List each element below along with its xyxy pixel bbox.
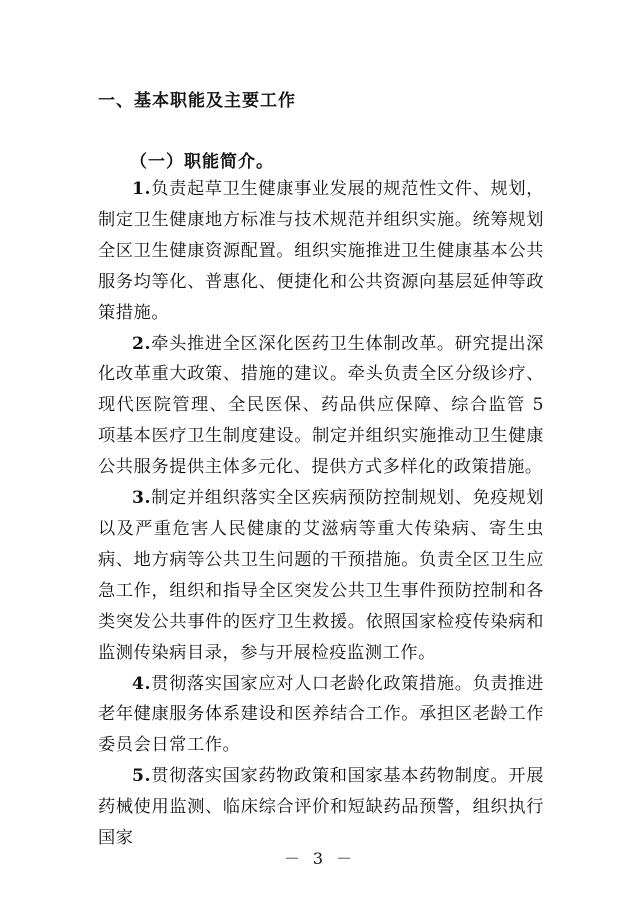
item-number: 3. xyxy=(132,488,152,509)
paragraph-text: 制定并组织落实全区疾病预防控制规划、免疫规划以及严重危害人民健康的艾滋病等重大传染病、寄生虫病、地方病等公共卫生问题的干预措施。负责全区卫生应急工作，组织和指导全区突发公共卫生事件预防控制和各类突发公共事件的医疗卫生救援。依照国家检疫传染病和监测传染病目录，参与开展检疫监测工作。 xyxy=(98,488,544,663)
subsection-heading: （一）职能简介。 xyxy=(130,152,274,172)
item-number: 2. xyxy=(132,333,152,354)
item-number: 5. xyxy=(132,766,152,787)
section-heading: 一、基本职能及主要工作 xyxy=(98,91,296,111)
paragraph-4 xyxy=(98,669,544,762)
paragraph-text: 负责起草卫生健康事业发展的规范性文件、规划，制定卫生健康地方标准与技术规范并组织实施。统筹规划全区卫生健康资源配置。组织实施推进卫生健康基本公共服务均等化、普惠化、便捷化和公共资源向基层延伸等政策措施。 xyxy=(98,179,544,323)
paragraph-3 xyxy=(98,483,544,668)
paragraph-text: 贯彻落实国家药物政策和国家基本药物制度。开展药械使用监测、临床综合评价和短缺药品预警，组织执行国家 xyxy=(98,766,544,849)
page-number: － 3 － xyxy=(283,849,357,868)
paragraph-5 xyxy=(98,761,544,854)
paragraph-text: 牵头推进全区深化医药卫生体制改革。研究提出深化改革重大政策、措施的建议。牵头负责全区分级诊疗、现代医院管理、全民医保、药品供应保障、综合监管 5 项基本医疗卫生制度建设。制定并组织实施推动卫生健康公共服务提供主体多元化、提供方式多样化的政策措施。 xyxy=(98,333,544,478)
paragraph-2 xyxy=(98,329,544,484)
item-number: 1. xyxy=(132,179,152,199)
item-number: 4. xyxy=(132,673,152,694)
paragraph-1 xyxy=(98,174,544,329)
document-body xyxy=(98,174,544,854)
paragraph-text: 贯彻落实国家应对人口老龄化政策措施。负责推进老年健康服务体系建设和医养结合工作。承担区老龄工作委员会日常工作。 xyxy=(98,673,544,756)
